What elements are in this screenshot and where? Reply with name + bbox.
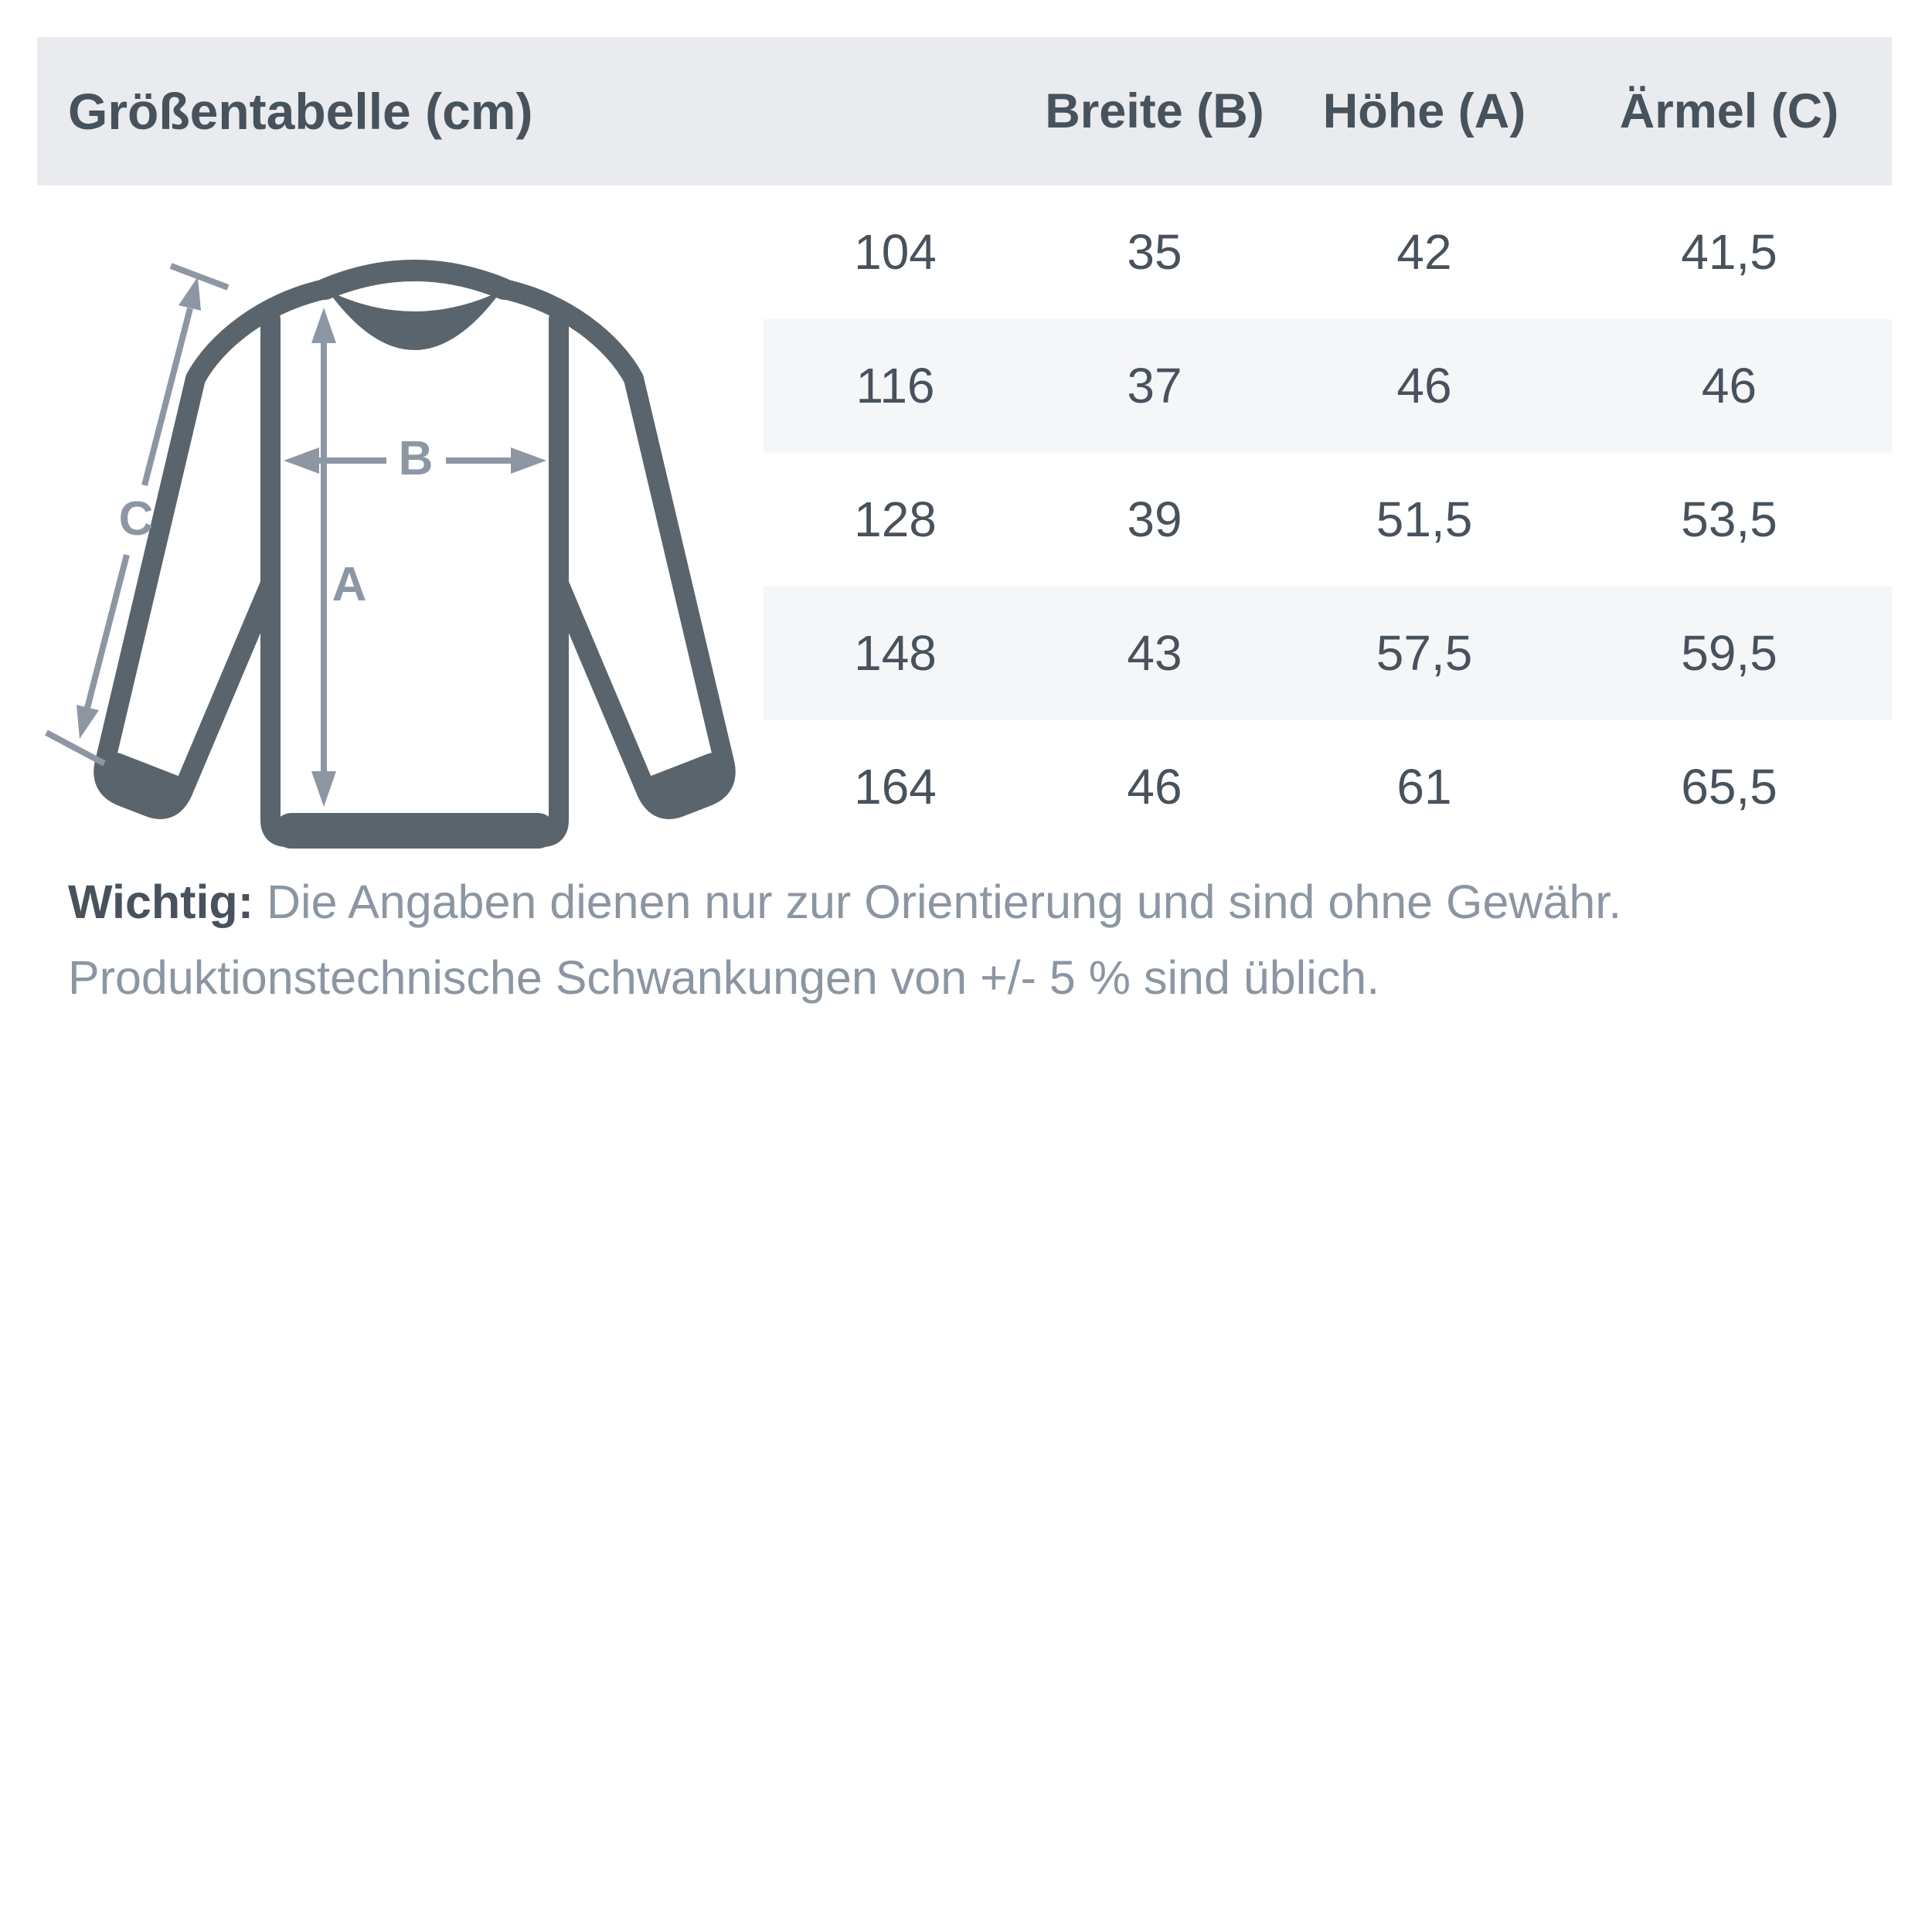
shirt-neck-rib (328, 291, 502, 350)
hoehe-cell: 42 (1396, 224, 1452, 280)
shirt-right-cuff (658, 771, 714, 793)
height-label: A (332, 558, 367, 611)
hoehe-cell: 61 (1396, 759, 1452, 815)
sleeve-arrow-tick-top (171, 266, 228, 287)
width-label: B (398, 432, 434, 485)
breite-cell: 35 (1127, 224, 1182, 280)
aermel-cell: 46 (1701, 358, 1757, 413)
size-table (764, 185, 1892, 854)
disclaimer-line1: Die Angaben dienen nur zur Orientierung und sind ohne Gewähr. (266, 876, 1622, 928)
breite-cell: 37 (1127, 358, 1182, 413)
table-row (764, 185, 1892, 319)
sleeve-label: C (118, 492, 154, 546)
size-cell: 164 (854, 759, 937, 815)
column-header-hoehe: Höhe (A) (1322, 84, 1526, 138)
sleeve-arrowhead-bottom (77, 705, 99, 739)
column-header-breite: Breite (B) (1045, 84, 1264, 138)
sleeve-arrowhead-top (179, 277, 201, 311)
page-title: Größentabelle (cm) (68, 83, 533, 140)
height-arrowhead-top (311, 308, 336, 343)
shirt-left-sleeve-icon (104, 289, 325, 809)
size-cell: 128 (854, 492, 937, 547)
table-row (764, 720, 1892, 854)
breite-cell: 46 (1127, 759, 1182, 815)
disclaimer-note (68, 864, 1869, 1015)
aermel-cell: 59,5 (1681, 625, 1777, 681)
column-header-aermel: Ärmel (C) (1619, 84, 1839, 138)
size-cell: 116 (855, 358, 935, 413)
shirt-collar-icon (325, 270, 504, 289)
shirt-left-cuff (115, 771, 171, 793)
shirt-measurement-diagram (35, 246, 746, 856)
breite-cell: 39 (1127, 492, 1182, 547)
size-chart-header (37, 37, 1892, 185)
width-arrowhead-right (511, 447, 546, 474)
height-arrowhead-bottom (311, 771, 336, 807)
disclaimer-line2: Produktionstechnische Schwankungen von +/- 5 % sind üblich. (68, 951, 1380, 1004)
table-row (764, 453, 1892, 587)
size-cell: 104 (854, 224, 937, 280)
breite-cell: 43 (1127, 625, 1182, 681)
hoehe-cell: 46 (1396, 358, 1452, 413)
aermel-cell: 41,5 (1681, 224, 1777, 280)
table-row (764, 319, 1892, 453)
hoehe-cell: 57,5 (1376, 625, 1473, 681)
shirt-body-icon (270, 319, 559, 837)
sleeve-arrow-tick-bottom (46, 733, 104, 764)
aermel-cell: 65,5 (1681, 759, 1777, 815)
shirt-right-sleeve-icon (504, 289, 726, 809)
table-row (764, 587, 1892, 720)
disclaimer-label: Wichtig: (68, 876, 254, 928)
size-cell: 148 (854, 625, 937, 681)
width-arrowhead-left (284, 447, 319, 474)
hoehe-cell: 51,5 (1376, 492, 1473, 547)
aermel-cell: 53,5 (1681, 492, 1777, 547)
